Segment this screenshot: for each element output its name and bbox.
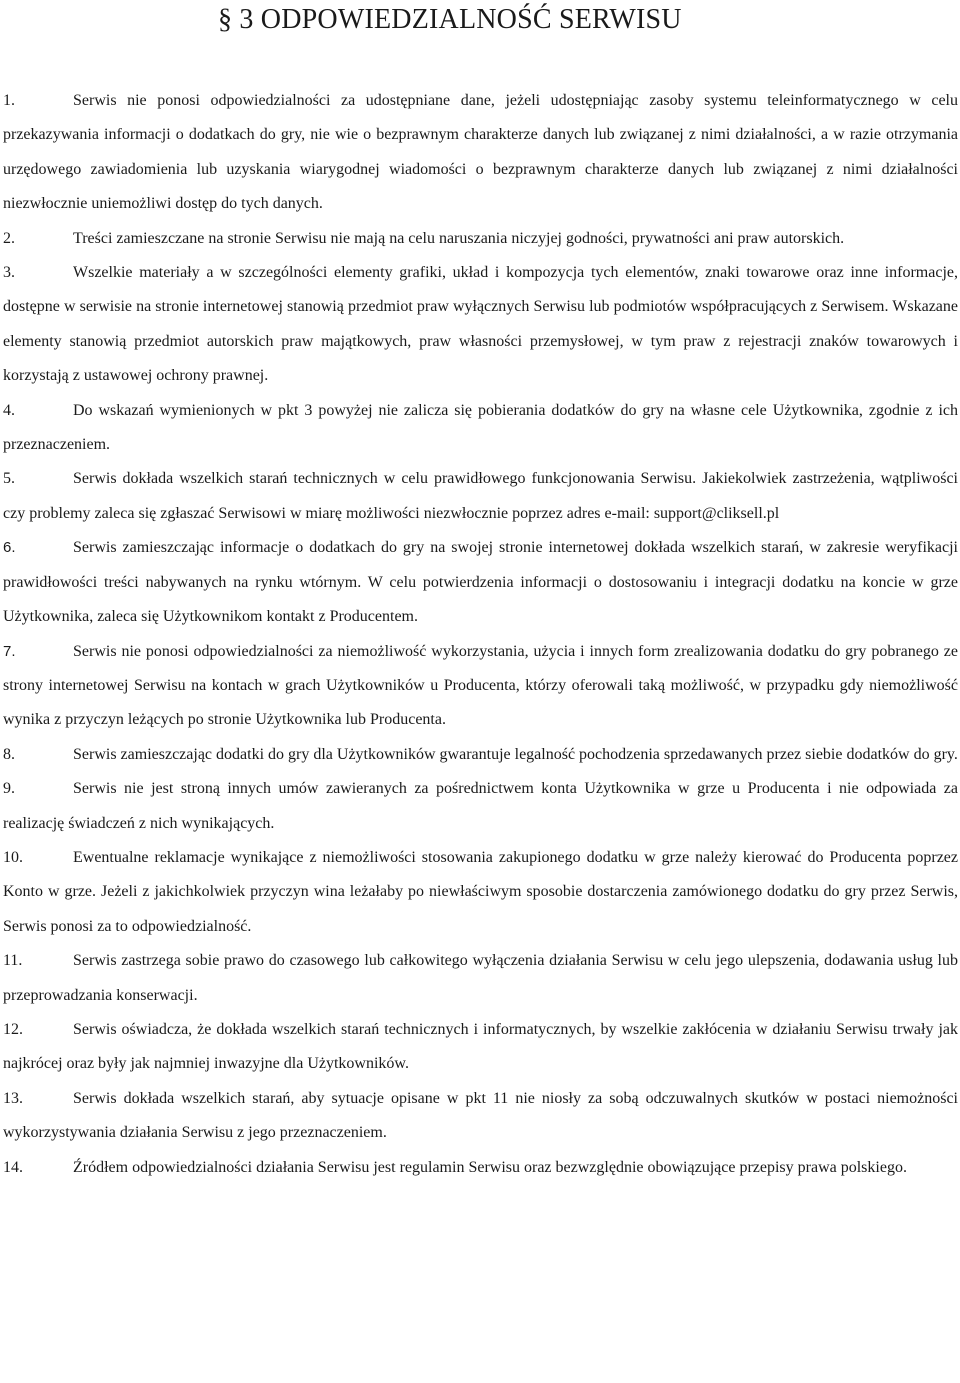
clause-text: Serwis zastrzega sobie prawo do czasowego lub całkowitego wyłączenia działania Serwisu w celu jego ulepszenia, dodawania usług lub przeprowadzania konserwacji. [3,952,958,1004]
clause-item [3,738,958,772]
clause-number: 2. [3,229,15,247]
clause-number: 9. [3,780,15,798]
clause-item [3,222,958,256]
clause-text: Wszelkie materiały a w szczególności elementy grafiki, układ i kompozycja tych elementów, znaki towarowe oraz inne informacje, dostępne w serwisie na stronie internetowej stanowią przedmiot praw wyłącznych Serwisu lub podmiotów współpracujących z Serwisem. Wskazane elementy stanowią przedmiot autorskich praw majątkowych, praw własności przemysłowej, w tym praw z rejestracji znaków towarowych i korzystają z ustawowej ochrony prawnej. [3,264,958,385]
section-heading: § 3 ODPOWIEDZIALNOŚĆ SERWISU [218,4,682,35]
clause-text: Serwis oświadcza, że dokłada wszelkich starań technicznych i informatycznych, by wszelkie zakłócenia w działaniu Serwisu trwały jak najkrócej oraz były jak najmniej inwazyjne dla Użytkowników. [3,1020,958,1073]
clause-item [3,944,958,1013]
clause-text: Serwis zamieszczając dodatki do gry dla Użytkowników gwarantuje legalność pochodzenia sprzedawanych przez siebie dodatków do gry. [73,745,958,763]
clause-text: Ewentualne reklamacje wynikające z niemożliwości stosowania zakupionego dodatku w grze należy kierować do Producenta poprzez Konto w grze. Jeżeli z jakichkolwiek przyczyn wina leżałaby po niewłaściwym sposobie dostarczenia zamówionego dodatku do gry przez Serwis, Serwis ponosi za to odpowiedzialność. [3,848,958,935]
clause-text: Treści zamieszczane na stronie Serwisu nie mają na celu naruszania niczyjej godności, prywatności ani praw autorskich. [73,229,845,247]
clause-text: Serwis nie jest stroną innych umów zawieranych za pośrednictwem konta Użytkownika w grze u Producenta i nie odpowiada za realizację świadczeń z nich wynikających. [3,780,958,832]
clause-number: 8. [3,745,15,763]
clause-text: Źródłem odpowiedzialności działania Serwisu jest regulamin Serwisu oraz bezwzględnie obowiązujące przepisy prawa polskiego. [73,1158,907,1176]
clause-item [3,635,958,738]
clause-text: Serwis dokłada wszelkich starań technicznych w celu prawidłowego funkcjonowania Serwisu. Jakiekolwiek zastrzeżenia, wątpliwości czy problemy zaleca się zgłaszać Serwisowi w miarę możliwości niezwłocznie poprzez adres e-mail: support@cliksell.pl [3,470,958,522]
clause-text: Serwis dokłada wszelkich starań, aby sytuacje opisane w pkt 11 nie niosły za sobą odczuwalnych skutków w postaci niemożności wykorzystywania działania Serwisu z jego przeznaczeniem. [3,1089,958,1142]
clause-number: 11. [3,952,23,970]
clause-item [3,462,958,531]
clause-text: Serwis nie ponosi odpowiedzialności za udostępniane dane, jeżeli udostępniając zasoby systemu teleinformatycznego w celu przekazywania informacji o dodatkach do gry, nie wie o bezprawnym charakterze danych lub związanej z nimi działalności, a w razie otrzymania urzędowego zawiadomienia lub uzyskania wiarygodnej wiadomości o bezprawnym charakterze danych lub związanej z nimi działalności niezwłocznie uniemożliwi dostęp do tych danych. [3,92,958,213]
clause-text: Serwis nie ponosi odpowiedzialności za niemożliwość wykorzystania, użycia i innych form zrealizowania dodatku do gry pobranego ze strony internetowej Serwisu na kontach w grach Użytkowników u Producenta, którzy oferowali taką możliwość, w przypadku gdy niemożliwość wynika z przyczyn leżących po stronie Użytkownika lub Producenta. [3,642,958,729]
clause-item [3,772,958,841]
clause-item [3,84,958,222]
clause-number: 3. [3,264,15,282]
clause-item [3,394,958,463]
clause-item [3,1013,958,1082]
clause-number: 5. [3,470,15,488]
clause-text: Serwis zamieszczając informacje o dodatkach do gry na swojej stronie internetowej dokłada wszelkich starań, w zakresie weryfikacji prawidłowości treści nabywanych na rynku wtórnym. W celu potwierdzenia informacji o dostosowaniu i integracji dodatku na koncie w grze Użytkownika, zaleca się Użytkownikom kontakt z Producentem. [3,539,958,626]
clause-item [3,531,958,634]
clause-number: 6. [3,539,16,557]
clause-number: 14. [3,1158,23,1176]
clause-item [3,256,958,394]
clause-number: 1. [3,92,15,109]
clause-number: 4. [3,401,15,419]
clause-number: 10. [3,848,23,866]
clause-number: 13. [3,1089,23,1107]
clause-number: 7. [3,642,16,660]
clause-text: Do wskazań wymienionych w pkt 3 powyżej nie zalicza się pobierania dodatków do gry na własne cele Użytkownika, zgodnie z ich przeznaczeniem. [3,401,958,454]
clause-item [3,841,958,944]
clause-number: 12. [3,1020,23,1038]
clause-list [3,84,958,1185]
clause-item [3,1151,958,1185]
clause-item [3,1082,958,1151]
